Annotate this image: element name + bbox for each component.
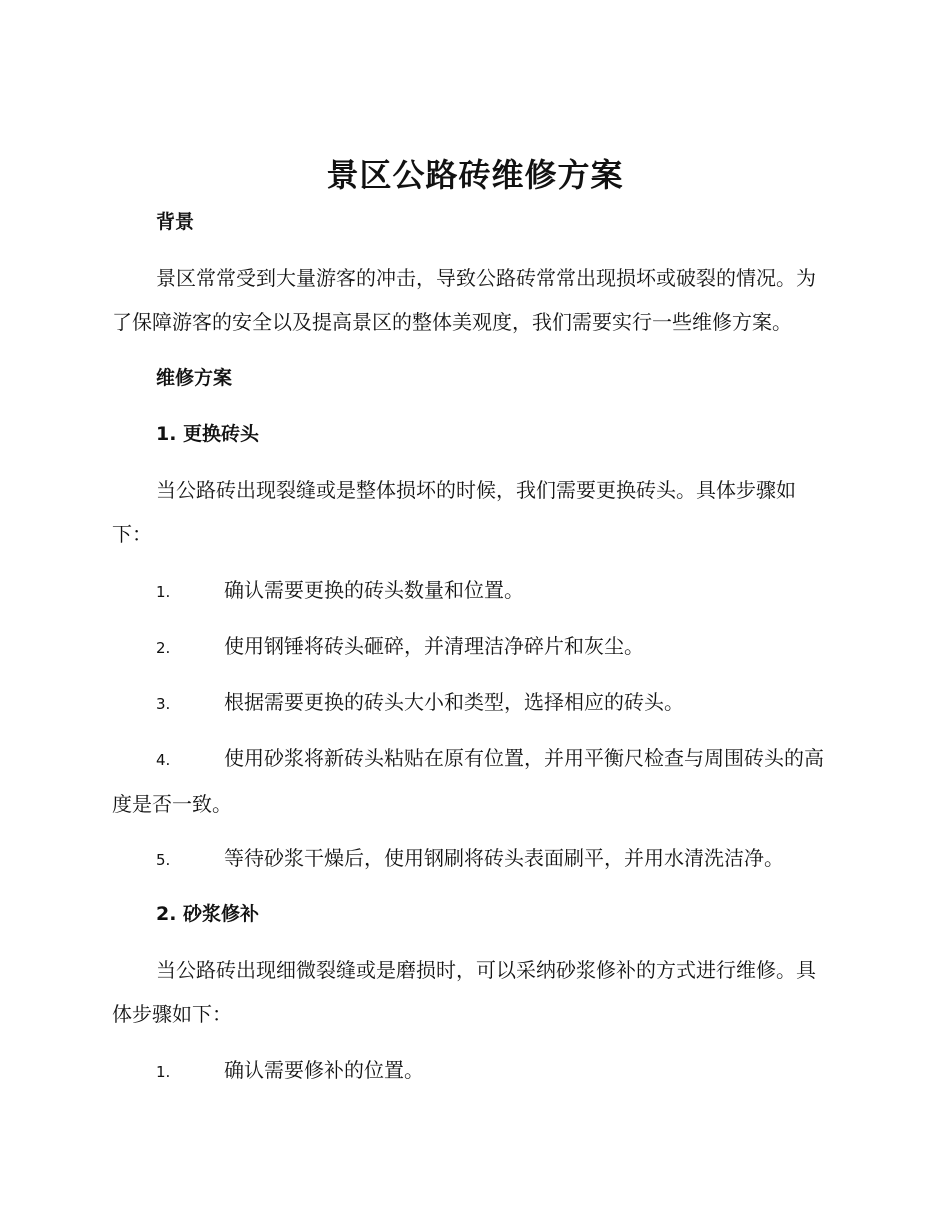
sub1-step-3: [112, 680, 832, 726]
background-heading: 背景: [156, 211, 195, 233]
sub1-step-5: [112, 836, 832, 882]
background-paragraph: 景区常常受到大量游客的冲击，导致公路砖常常出现损坏或破裂的情况。为了保障游客的安全以及提高景区的整体美观度，我们需要实行一些维修方案。: [112, 266, 816, 334]
step-text: 使用钢锤将砖头砸碎，并清理洁净碎片和灰尘。: [224, 634, 644, 658]
step-number: 5.: [156, 851, 171, 869]
step-number: 4.: [156, 751, 171, 769]
step-text: 等待砂浆干燥后，使用钢刷将砖头表面刷平，并用水清洗洁净。: [224, 846, 784, 870]
document-title: 景区公路砖维修方案: [326, 156, 624, 194]
step-text: 根据需要更换的砖头大小和类型，选择相应的砖头。: [224, 690, 684, 714]
sub1-step-2: [112, 624, 832, 670]
step-text: 确认需要修补的位置。: [224, 1058, 424, 1082]
step-number: 3.: [156, 695, 171, 713]
sub1-intro-paragraph: 当公路砖出现裂缝或是整体损坏的时候，我们需要更换砖头。具体步骤如下：: [112, 478, 796, 546]
sub1-step-4: [112, 736, 832, 826]
step-text: 使用砂浆将新砖头粘贴在原有位置，并用平衡尺检查与周围砖头的高度是否一致。: [112, 746, 824, 816]
plan-heading: 维修方案: [156, 367, 233, 389]
step-number: 1.: [156, 583, 171, 601]
sub2-intro-paragraph: 当公路砖出现细微裂缝或是磨损时，可以采纳砂浆修补的方式进行维修。具体步骤如下：: [112, 958, 816, 1026]
sub1-step-1: [112, 568, 832, 614]
document-body: [112, 200, 832, 1094]
sub2-step-1: [112, 1048, 832, 1094]
step-number: 2.: [156, 639, 171, 657]
step-number: 1.: [156, 1063, 171, 1081]
sub2-heading: 2. 砂浆修补: [156, 903, 260, 925]
step-text: 确认需要更换的砖头数量和位置。: [224, 578, 524, 602]
sub1-heading: 1. 更换砖头: [156, 423, 260, 445]
